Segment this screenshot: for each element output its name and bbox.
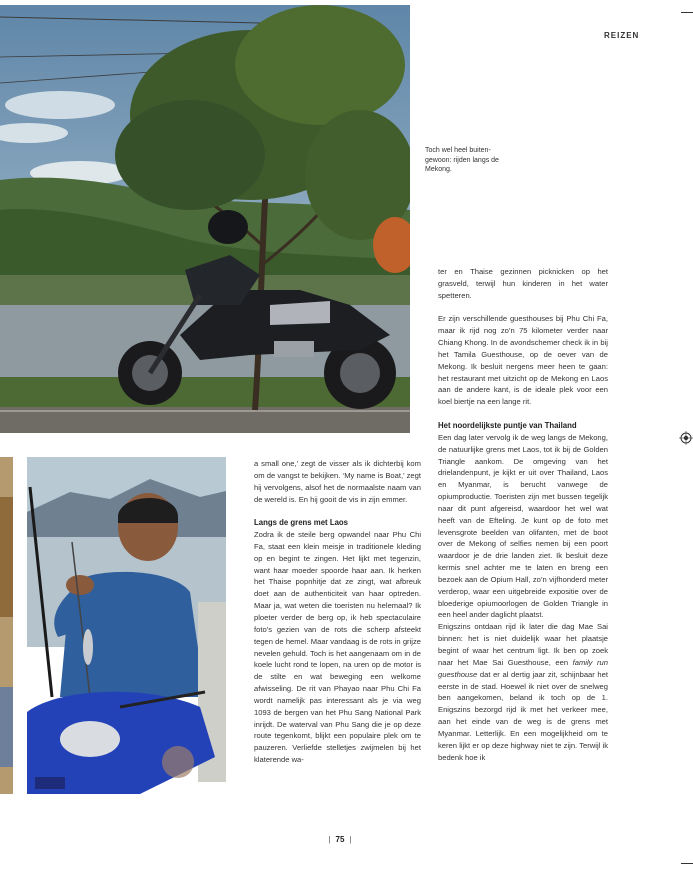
- motorbike-photo: [0, 5, 410, 433]
- paragraph: [438, 621, 608, 763]
- crop-mark-top: [681, 12, 693, 13]
- paragraph: Zodra ik de steile berg opwandel naar Phu Chi Fa, staat een klein meisje in traditionele kleding op en begint te zingen. Het lijkt met tegenzin, want haar moeder spoorde haar aan. Ik herken het Thaise popnhitje dat ze zingt, wat afbreuk doet aan de authenticiteit van haar optreden. Maar ja, wat weten die toeristen nu helemaal? Ik ploeter verder de berg op, ik heb spectaculaire foto’s gezien van de rots die scherp afsteekt tegen de hemel. Maar vandaag is de rots in grijze nevelen gehuld. Toch is het aangenaam om in de koele lucht rond te lopen, na uren op de motor is de stilte en wat beweging een welkome afwisseling. De rit van Phayao naar Phu Chi Fa wordt namelijk pas interessant als je via weg 1093 de bergen van het Phu Sang National Park inrijdt. De waterval van Phu Sang die je op deze route tegenkomt, blijkt een populaire plek om te pauzeren. Verliefde stelletjes zwijmelen bij het klaterende wa-: [254, 530, 421, 765]
- subheading: Langs de grens met Laos: [254, 518, 349, 528]
- paragraph: Er zijn verschillende guesthouses bij Phu Chi Fa, maar ik rijd nog zo’n 75 kilometer verder naar Chiang Khong. In de avondschemer check ik in bij het Tamila Guesthouse, op de oever van de Mekong. Ik besluit nergens meer heen te gaan: het restaurant met uitzicht op de Mekong en Laos aan de andere kant, is de ideale plek voor een koel biertje na een lange rit.: [438, 314, 608, 407]
- page-number: 75: [335, 835, 345, 844]
- registration-mark-icon: [679, 431, 693, 445]
- right-text-column: [438, 266, 608, 763]
- photo-caption: Toch wel heel buitengewoon: rijden langs de Mekong.: [425, 147, 499, 173]
- paragraph-part: dat er al dertig jaar zit, schijnbaar het eerste in de stad. Hoewel ik niet over de snelweg ben aangekomen, beland ik toch op de 1. Enigszins bezorgd rijd ik met het verkeer mee, aan het einde van de weg is de grens met Myanmar. Letterlijk. En een mogelijkheid om te keren lijkt er op deze highway niet te zijn. Terwijl ik bedenk hoe ik: [438, 669, 608, 762]
- subheading: Het noordelijkste puntje van Thailand: [438, 420, 577, 430]
- emphasis: family run guesthouse: [438, 657, 608, 679]
- section-label: REIZEN: [604, 31, 640, 40]
- paragraph: Een dag later vervolg ik de weg langs de Mekong, de natuurlijke grens met Laos, tot ik bij de Golden Triangle aankom. De omgeving van het drielandenpunt, je kijkt er uit over Thailand, Laos en Myanmar, is berucht vanwege de opiumproductie. Toeristen zijn met bussen tegelijk naar dit punt afgereisd, waardoor het wel wat heeft van de Efteling. Je kunt op de foto met levensgrote beelden van olifanten, met de boot over de Mekong of selfies nemen bij een poort waardoor je de drie landen ziet. Ik besluit deze kermis snel achter me te laten en breng een bezoek aan de Opium Hall, zo’n vijfhonderd meter verderop, waar een uitgebreide expositie over de bloederige opiumoorlogen de Golden Triangle in een heel ander daglicht plaatst.: [438, 432, 608, 620]
- paragraph: a small one,’ zegt de visser als ik dichterbij kom om de vangst te bekijken. ‘My name is Boat,’ zegt hij vervolgens, alsof het de normaalste naam van de wereld is. En hij gooit de vis in zijn emmer.: [254, 459, 421, 504]
- crop-mark-bottom: [681, 863, 693, 864]
- paragraph: ter en Thaise gezinnen picknicken op het grasveld, terwijl hun kinderen in het water spetteren.: [438, 267, 608, 300]
- fisherman-photo: [0, 457, 238, 794]
- page-footer: | 75 |: [328, 835, 352, 844]
- paragraph-part: Enigszins ontdaan rijd ik later die dag Mae Sai binnen: het is niet duidelijk waar het plaatsje begint of waar het centrum ligt. Ik ben op zoek naar het Mae Sai Guesthouse, een: [438, 622, 608, 667]
- middle-text-column: [254, 458, 421, 766]
